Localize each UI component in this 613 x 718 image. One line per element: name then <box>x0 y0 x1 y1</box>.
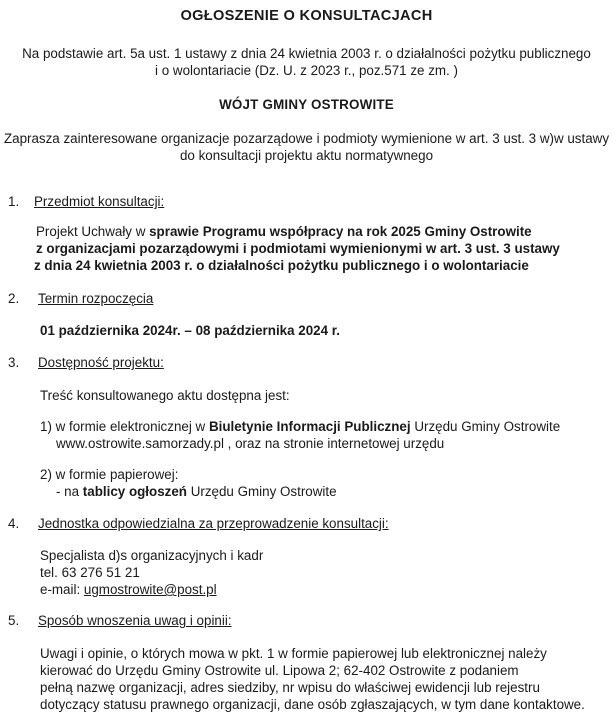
section-1-subject-line-2: z organizacjami pozarządowymi i podmiotami wymienionymi w art. 3 ust. 3 ustawy <box>36 241 560 256</box>
section-1-heading: Przedmiot konsultacji: <box>34 194 165 209</box>
email-link[interactable]: ugmostrowite@post.pl <box>83 582 217 597</box>
section-5-line-3: pełną nazwę organizacji, adres siedziby, nr wpisu do właściwej ewidencji lub rejestru <box>40 680 540 695</box>
document-title: OGŁOSZENIE O KONSULTACJACH <box>180 8 433 24</box>
section-1-number: 1. <box>8 194 20 209</box>
authority-heading: WÓJT GMINY OSTROWITE <box>219 97 394 112</box>
section-4-phone: tel. 63 276 51 21 <box>40 565 140 580</box>
section-3-intro: Treść konsultowanego aktu dostępna jest: <box>40 388 290 403</box>
section-3-heading: Dostępność projektu: <box>38 355 164 370</box>
section-3-option-1-url: www.ostrowite.samorzady.pl , oraz na stronie internetowej urzędu <box>56 436 445 451</box>
section-4-email: e-mail: ugmostrowite@post.pl <box>40 582 217 597</box>
section-1-subject-line-1: Projekt Uchwały w sprawie Programu współpracy na rok 2025 Gminy Ostrowite <box>36 224 532 239</box>
section-2-number: 2. <box>8 291 20 306</box>
section-3-number: 3. <box>8 355 20 370</box>
section-3-option-2: 2) w formie papierowej: <box>40 467 179 482</box>
section-1-subject-line-3: z dnia 24 kwietnia 2003 r. o działalności pożytku publicznego i o wolontariacie <box>34 258 529 273</box>
legal-basis-line-1: Na podstawie art. 5a ust. 1 ustawy z dnia 24 kwietnia 2003 r. o działalności pożytku publicznego <box>22 46 591 61</box>
section-3-option-2-detail: - na tablicy ogłoszeń Urzędu Gminy Ostrowite <box>56 484 337 499</box>
section-4-number: 4. <box>8 516 20 531</box>
section-4-person: Specjalista d)s organizacyjnych i kadr <box>40 548 264 563</box>
section-2-dates: 01 października 2024r. – 08 października 2024 r. <box>40 323 340 338</box>
section-5-line-1: Uwagi i opinie, o których mowa w pkt. 1 w formie papierowej lub elektronicznej należy <box>40 646 547 661</box>
section-5-line-4: dotyczący statusu prawnego organizacji, dane osób zgłaszających, w tym dane kontaktowe. <box>40 697 585 712</box>
invitation-line-2: do konsultacji projektu aktu normatywnego <box>179 148 434 163</box>
section-5-number: 5. <box>8 613 20 628</box>
section-5-line-2: kierować do Urzędu Gminy Ostrowite ul. Lipowa 2; 62-402 Ostrowite z podaniem <box>40 663 519 678</box>
section-2-heading: Termin rozpoczęcia <box>38 291 154 306</box>
legal-basis-line-2: i o wolontariacie (Dz. U. z 2023 r., poz.571 ze zm. ) <box>155 63 458 78</box>
section-3-option-1-line-1: 1) w formie elektronicznej w Biuletynie Informacji Publicznej Urzędu Gminy Ostrowite <box>40 419 561 434</box>
invitation-line-1: Zaprasza zainteresowane organizacje pozarządowe i podmioty wymienione w art. 3 ust. 3 w)w ustawy <box>3 131 610 146</box>
section-4-heading: Jednostka odpowiedzialna za przeprowadzenie konsultacji: <box>38 516 389 531</box>
section-5-heading: Sposób wnoszenia uwag i opinii: <box>38 613 232 628</box>
